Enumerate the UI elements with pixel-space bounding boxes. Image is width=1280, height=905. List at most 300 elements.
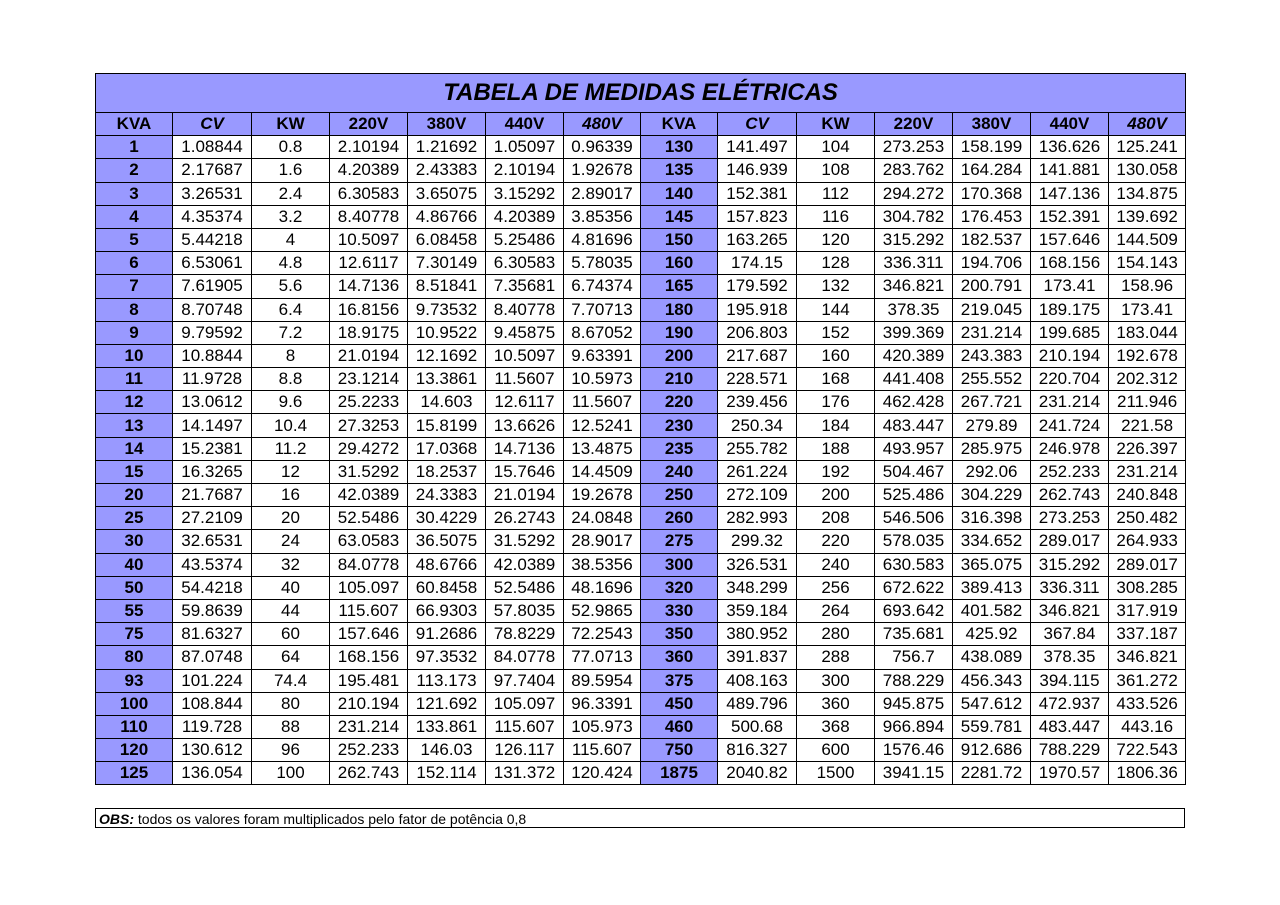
value-cell: 433.526 bbox=[1109, 692, 1186, 715]
value-cell: 240 bbox=[797, 553, 875, 576]
value-cell: 280 bbox=[797, 623, 875, 646]
value-cell: 200.791 bbox=[953, 275, 1031, 298]
table-row bbox=[96, 623, 1186, 646]
column-header: KVA bbox=[96, 113, 173, 136]
value-cell: 300 bbox=[797, 669, 875, 692]
value-cell: 12.5241 bbox=[564, 414, 641, 437]
value-cell: 256 bbox=[797, 576, 875, 599]
kva-cell: 1 bbox=[96, 136, 173, 159]
value-cell: 261.224 bbox=[718, 460, 797, 483]
value-cell: 6.30583 bbox=[486, 252, 564, 275]
value-cell: 304.782 bbox=[875, 205, 953, 228]
value-cell: 500.68 bbox=[718, 715, 797, 738]
kva-cell: 240 bbox=[641, 460, 718, 483]
column-header: KW bbox=[252, 113, 330, 136]
value-cell: 183.044 bbox=[1109, 321, 1186, 344]
table-row bbox=[96, 762, 1186, 785]
value-cell: 231.214 bbox=[1109, 460, 1186, 483]
value-cell: 146.03 bbox=[408, 739, 486, 762]
value-cell: 194.706 bbox=[953, 252, 1031, 275]
value-cell: 52.5486 bbox=[486, 576, 564, 599]
kva-cell: 320 bbox=[641, 576, 718, 599]
value-cell: 489.796 bbox=[718, 692, 797, 715]
value-cell: 346.821 bbox=[1109, 646, 1186, 669]
table-row bbox=[96, 507, 1186, 530]
value-cell: 188 bbox=[797, 437, 875, 460]
value-cell: 10.5097 bbox=[486, 344, 564, 367]
value-cell: 1.92678 bbox=[564, 159, 641, 182]
value-cell: 4.81696 bbox=[564, 228, 641, 251]
value-cell: 195.918 bbox=[718, 298, 797, 321]
kva-cell: 6 bbox=[96, 252, 173, 275]
table-row bbox=[96, 692, 1186, 715]
value-cell: 9.45875 bbox=[486, 321, 564, 344]
value-cell: 154.143 bbox=[1109, 252, 1186, 275]
value-cell: 208 bbox=[797, 507, 875, 530]
kva-cell: 235 bbox=[641, 437, 718, 460]
kva-cell: 9 bbox=[96, 321, 173, 344]
kva-cell: 10 bbox=[96, 344, 173, 367]
value-cell: 168.156 bbox=[330, 646, 408, 669]
value-cell: 243.383 bbox=[953, 344, 1031, 367]
value-cell: 136.626 bbox=[1031, 136, 1109, 159]
table-row bbox=[96, 576, 1186, 599]
value-cell: 116 bbox=[797, 205, 875, 228]
value-cell: 10.5973 bbox=[564, 368, 641, 391]
value-cell: 264 bbox=[797, 599, 875, 622]
value-cell: 96.3391 bbox=[564, 692, 641, 715]
value-cell: 2.4 bbox=[252, 182, 330, 205]
kva-cell: 220 bbox=[641, 391, 718, 414]
value-cell: 788.229 bbox=[875, 669, 953, 692]
kva-cell: 14 bbox=[96, 437, 173, 460]
value-cell: 217.687 bbox=[718, 344, 797, 367]
value-cell: 272.109 bbox=[718, 484, 797, 507]
value-cell: 12.1692 bbox=[408, 344, 486, 367]
value-cell: 28.9017 bbox=[564, 530, 641, 553]
value-cell: 157.646 bbox=[1031, 228, 1109, 251]
value-cell: 788.229 bbox=[1031, 739, 1109, 762]
value-cell: 40 bbox=[252, 576, 330, 599]
value-cell: 504.467 bbox=[875, 460, 953, 483]
value-cell: 14.7136 bbox=[330, 275, 408, 298]
value-cell: 97.7404 bbox=[486, 669, 564, 692]
value-cell: 128 bbox=[797, 252, 875, 275]
value-cell: 4.20389 bbox=[486, 205, 564, 228]
value-cell: 13.6626 bbox=[486, 414, 564, 437]
value-cell: 146.939 bbox=[718, 159, 797, 182]
kva-cell: 135 bbox=[641, 159, 718, 182]
value-cell: 425.92 bbox=[953, 623, 1031, 646]
value-cell: 0.8 bbox=[252, 136, 330, 159]
value-cell: 4.35374 bbox=[173, 205, 252, 228]
value-cell: 394.115 bbox=[1031, 669, 1109, 692]
value-cell: 147.136 bbox=[1031, 182, 1109, 205]
value-cell: 121.692 bbox=[408, 692, 486, 715]
value-cell: 134.875 bbox=[1109, 182, 1186, 205]
value-cell: 559.781 bbox=[953, 715, 1031, 738]
value-cell: 367.84 bbox=[1031, 623, 1109, 646]
value-cell: 279.89 bbox=[953, 414, 1031, 437]
value-cell: 250.482 bbox=[1109, 507, 1186, 530]
value-cell: 735.681 bbox=[875, 623, 953, 646]
kva-cell: 145 bbox=[641, 205, 718, 228]
value-cell: 176 bbox=[797, 391, 875, 414]
value-cell: 25.2233 bbox=[330, 391, 408, 414]
value-cell: 693.642 bbox=[875, 599, 953, 622]
value-cell: 115.607 bbox=[330, 599, 408, 622]
value-cell: 206.803 bbox=[718, 321, 797, 344]
kva-cell: 230 bbox=[641, 414, 718, 437]
value-cell: 101.224 bbox=[173, 669, 252, 692]
value-cell: 2.17687 bbox=[173, 159, 252, 182]
value-cell: 292.06 bbox=[953, 460, 1031, 483]
value-cell: 23.1214 bbox=[330, 368, 408, 391]
value-cell: 31.5292 bbox=[330, 460, 408, 483]
value-cell: 105.973 bbox=[564, 715, 641, 738]
value-cell: 219.045 bbox=[953, 298, 1031, 321]
value-cell: 267.721 bbox=[953, 391, 1031, 414]
value-cell: 3.15292 bbox=[486, 182, 564, 205]
kva-cell: 20 bbox=[96, 484, 173, 507]
value-cell: 288 bbox=[797, 646, 875, 669]
value-cell: 816.327 bbox=[718, 739, 797, 762]
value-cell: 346.821 bbox=[1031, 599, 1109, 622]
value-cell: 231.214 bbox=[953, 321, 1031, 344]
kva-cell: 8 bbox=[96, 298, 173, 321]
value-cell: 173.41 bbox=[1031, 275, 1109, 298]
table-row bbox=[96, 298, 1186, 321]
value-cell: 7.30149 bbox=[408, 252, 486, 275]
value-cell: 348.299 bbox=[718, 576, 797, 599]
value-cell: 157.823 bbox=[718, 205, 797, 228]
kva-cell: 110 bbox=[96, 715, 173, 738]
value-cell: 9.73532 bbox=[408, 298, 486, 321]
value-cell: 130.612 bbox=[173, 739, 252, 762]
value-cell: 246.978 bbox=[1031, 437, 1109, 460]
value-cell: 182.537 bbox=[953, 228, 1031, 251]
value-cell: 12.6117 bbox=[330, 252, 408, 275]
value-cell: 96 bbox=[252, 739, 330, 762]
value-cell: 54.4218 bbox=[173, 576, 252, 599]
value-cell: 493.957 bbox=[875, 437, 953, 460]
value-cell: 36.5075 bbox=[408, 530, 486, 553]
value-cell: 141.881 bbox=[1031, 159, 1109, 182]
kva-cell: 140 bbox=[641, 182, 718, 205]
value-cell: 13.4875 bbox=[564, 437, 641, 460]
value-cell: 32 bbox=[252, 553, 330, 576]
value-cell: 64 bbox=[252, 646, 330, 669]
value-cell: 1.6 bbox=[252, 159, 330, 182]
value-cell: 173.41 bbox=[1109, 298, 1186, 321]
value-cell: 672.622 bbox=[875, 576, 953, 599]
value-cell: 483.447 bbox=[1031, 715, 1109, 738]
title-row bbox=[96, 74, 1186, 113]
value-cell: 317.919 bbox=[1109, 599, 1186, 622]
kva-cell: 120 bbox=[96, 739, 173, 762]
value-cell: 1576.46 bbox=[875, 739, 953, 762]
value-cell: 163.265 bbox=[718, 228, 797, 251]
value-cell: 547.612 bbox=[953, 692, 1031, 715]
value-cell: 139.692 bbox=[1109, 205, 1186, 228]
value-cell: 176.453 bbox=[953, 205, 1031, 228]
table-row bbox=[96, 437, 1186, 460]
value-cell: 2040.82 bbox=[718, 762, 797, 785]
value-cell: 6.30583 bbox=[330, 182, 408, 205]
value-cell: 24.3383 bbox=[408, 484, 486, 507]
value-cell: 119.728 bbox=[173, 715, 252, 738]
value-cell: 144 bbox=[797, 298, 875, 321]
value-cell: 24 bbox=[252, 530, 330, 553]
value-cell: 264.933 bbox=[1109, 530, 1186, 553]
electrical-measures-table bbox=[95, 73, 1186, 785]
value-cell: 21.7687 bbox=[173, 484, 252, 507]
value-cell: 273.253 bbox=[875, 136, 953, 159]
value-cell: 152.391 bbox=[1031, 205, 1109, 228]
kva-cell: 180 bbox=[641, 298, 718, 321]
kva-cell: 450 bbox=[641, 692, 718, 715]
value-cell: 14.603 bbox=[408, 391, 486, 414]
value-cell: 168 bbox=[797, 368, 875, 391]
value-cell: 6.53061 bbox=[173, 252, 252, 275]
value-cell: 141.497 bbox=[718, 136, 797, 159]
value-cell: 168.156 bbox=[1031, 252, 1109, 275]
value-cell: 130.058 bbox=[1109, 159, 1186, 182]
value-cell: 5.78035 bbox=[564, 252, 641, 275]
value-cell: 11.5607 bbox=[564, 391, 641, 414]
value-cell: 63.0583 bbox=[330, 530, 408, 553]
column-header: 380V bbox=[953, 113, 1031, 136]
kva-cell: 375 bbox=[641, 669, 718, 692]
kva-cell: 7 bbox=[96, 275, 173, 298]
kva-cell: 300 bbox=[641, 553, 718, 576]
value-cell: 289.017 bbox=[1031, 530, 1109, 553]
kva-cell: 3 bbox=[96, 182, 173, 205]
value-cell: 10.9522 bbox=[408, 321, 486, 344]
value-cell: 240.848 bbox=[1109, 484, 1186, 507]
value-cell: 125.241 bbox=[1109, 136, 1186, 159]
table-row bbox=[96, 739, 1186, 762]
value-cell: 1.05097 bbox=[486, 136, 564, 159]
value-cell: 57.8035 bbox=[486, 599, 564, 622]
value-cell: 315.292 bbox=[1031, 553, 1109, 576]
value-cell: 228.571 bbox=[718, 368, 797, 391]
value-cell: 8.40778 bbox=[330, 205, 408, 228]
value-cell: 144.509 bbox=[1109, 228, 1186, 251]
value-cell: 2281.72 bbox=[953, 762, 1031, 785]
value-cell: 15.2381 bbox=[173, 437, 252, 460]
value-cell: 42.0389 bbox=[330, 484, 408, 507]
value-cell: 600 bbox=[797, 739, 875, 762]
value-cell: 179.592 bbox=[718, 275, 797, 298]
value-cell: 9.79592 bbox=[173, 321, 252, 344]
value-cell: 16 bbox=[252, 484, 330, 507]
value-cell: 16.3265 bbox=[173, 460, 252, 483]
value-cell: 3941.15 bbox=[875, 762, 953, 785]
kva-cell: 750 bbox=[641, 739, 718, 762]
value-cell: 8.40778 bbox=[486, 298, 564, 321]
value-cell: 3.85356 bbox=[564, 205, 641, 228]
value-cell: 360 bbox=[797, 692, 875, 715]
value-cell: 8 bbox=[252, 344, 330, 367]
value-cell: 17.0368 bbox=[408, 437, 486, 460]
value-cell: 399.369 bbox=[875, 321, 953, 344]
table-row bbox=[96, 669, 1186, 692]
value-cell: 78.8229 bbox=[486, 623, 564, 646]
value-cell: 231.214 bbox=[1031, 391, 1109, 414]
value-cell: 26.2743 bbox=[486, 507, 564, 530]
value-cell: 250.34 bbox=[718, 414, 797, 437]
kva-cell: 250 bbox=[641, 484, 718, 507]
value-cell: 7.70713 bbox=[564, 298, 641, 321]
table-row bbox=[96, 275, 1186, 298]
table-row bbox=[96, 228, 1186, 251]
table-row bbox=[96, 484, 1186, 507]
value-cell: 5.44218 bbox=[173, 228, 252, 251]
value-cell: 262.743 bbox=[330, 762, 408, 785]
value-cell: 152 bbox=[797, 321, 875, 344]
table-row bbox=[96, 344, 1186, 367]
value-cell: 115.607 bbox=[486, 715, 564, 738]
table-row bbox=[96, 205, 1186, 228]
value-cell: 16.8156 bbox=[330, 298, 408, 321]
value-cell: 20 bbox=[252, 507, 330, 530]
column-header: KW bbox=[797, 113, 875, 136]
value-cell: 7.35681 bbox=[486, 275, 564, 298]
value-cell: 164.284 bbox=[953, 159, 1031, 182]
value-cell: 3.65075 bbox=[408, 182, 486, 205]
value-cell: 2.89017 bbox=[564, 182, 641, 205]
column-header: CV bbox=[173, 113, 252, 136]
value-cell: 7.61905 bbox=[173, 275, 252, 298]
value-cell: 10.4 bbox=[252, 414, 330, 437]
table-row bbox=[96, 252, 1186, 275]
observation-label: OBS: bbox=[99, 811, 134, 827]
value-cell: 546.506 bbox=[875, 507, 953, 530]
value-cell: 48.1696 bbox=[564, 576, 641, 599]
value-cell: 38.5356 bbox=[564, 553, 641, 576]
value-cell: 441.408 bbox=[875, 368, 953, 391]
value-cell: 43.5374 bbox=[173, 553, 252, 576]
value-cell: 157.646 bbox=[330, 623, 408, 646]
value-cell: 220 bbox=[797, 530, 875, 553]
value-cell: 273.253 bbox=[1031, 507, 1109, 530]
value-cell: 11.2 bbox=[252, 437, 330, 460]
value-cell: 48.6766 bbox=[408, 553, 486, 576]
value-cell: 132 bbox=[797, 275, 875, 298]
value-cell: 226.397 bbox=[1109, 437, 1186, 460]
value-cell: 380.952 bbox=[718, 623, 797, 646]
value-cell: 80 bbox=[252, 692, 330, 715]
value-cell: 408.163 bbox=[718, 669, 797, 692]
value-cell: 31.5292 bbox=[486, 530, 564, 553]
value-cell: 9.63391 bbox=[564, 344, 641, 367]
kva-cell: 200 bbox=[641, 344, 718, 367]
table-body bbox=[96, 136, 1186, 785]
value-cell: 10.8844 bbox=[173, 344, 252, 367]
value-cell: 120.424 bbox=[564, 762, 641, 785]
value-cell: 9.6 bbox=[252, 391, 330, 414]
value-cell: 361.272 bbox=[1109, 669, 1186, 692]
value-cell: 195.481 bbox=[330, 669, 408, 692]
value-cell: 334.652 bbox=[953, 530, 1031, 553]
value-cell: 200 bbox=[797, 484, 875, 507]
value-cell: 8.8 bbox=[252, 368, 330, 391]
value-cell: 525.486 bbox=[875, 484, 953, 507]
value-cell: 2.10194 bbox=[330, 136, 408, 159]
value-cell: 52.5486 bbox=[330, 507, 408, 530]
value-cell: 2.43383 bbox=[408, 159, 486, 182]
value-cell: 30.4229 bbox=[408, 507, 486, 530]
kva-cell: 13 bbox=[96, 414, 173, 437]
value-cell: 252.233 bbox=[1031, 460, 1109, 483]
value-cell: 299.32 bbox=[718, 530, 797, 553]
kva-cell: 93 bbox=[96, 669, 173, 692]
column-header: 440V bbox=[1031, 113, 1109, 136]
value-cell: 337.187 bbox=[1109, 623, 1186, 646]
kva-cell: 2 bbox=[96, 159, 173, 182]
kva-cell: 125 bbox=[96, 762, 173, 785]
value-cell: 8.67052 bbox=[564, 321, 641, 344]
kva-cell: 5 bbox=[96, 228, 173, 251]
value-cell: 133.861 bbox=[408, 715, 486, 738]
value-cell: 84.0778 bbox=[486, 646, 564, 669]
value-cell: 13.0612 bbox=[173, 391, 252, 414]
value-cell: 756.7 bbox=[875, 646, 953, 669]
table-row bbox=[96, 530, 1186, 553]
value-cell: 8.51841 bbox=[408, 275, 486, 298]
value-cell: 27.3253 bbox=[330, 414, 408, 437]
value-cell: 443.16 bbox=[1109, 715, 1186, 738]
value-cell: 120 bbox=[797, 228, 875, 251]
column-header: 380V bbox=[408, 113, 486, 136]
column-header: CV bbox=[718, 113, 797, 136]
table-row bbox=[96, 321, 1186, 344]
value-cell: 391.837 bbox=[718, 646, 797, 669]
value-cell: 283.762 bbox=[875, 159, 953, 182]
value-cell: 462.428 bbox=[875, 391, 953, 414]
value-cell: 32.6531 bbox=[173, 530, 252, 553]
column-header: 440V bbox=[486, 113, 564, 136]
value-cell: 966.894 bbox=[875, 715, 953, 738]
value-cell: 220.704 bbox=[1031, 368, 1109, 391]
value-cell: 6.4 bbox=[252, 298, 330, 321]
value-cell: 105.097 bbox=[330, 576, 408, 599]
value-cell: 401.582 bbox=[953, 599, 1031, 622]
value-cell: 27.2109 bbox=[173, 507, 252, 530]
value-cell: 112 bbox=[797, 182, 875, 205]
value-cell: 152.114 bbox=[408, 762, 486, 785]
value-cell: 24.0848 bbox=[564, 507, 641, 530]
value-cell: 88 bbox=[252, 715, 330, 738]
value-cell: 174.15 bbox=[718, 252, 797, 275]
value-cell: 316.398 bbox=[953, 507, 1031, 530]
value-cell: 285.975 bbox=[953, 437, 1031, 460]
value-cell: 210.194 bbox=[1031, 344, 1109, 367]
value-cell: 304.229 bbox=[953, 484, 1031, 507]
kva-cell: 260 bbox=[641, 507, 718, 530]
value-cell: 126.117 bbox=[486, 739, 564, 762]
value-cell: 59.8639 bbox=[173, 599, 252, 622]
value-cell: 18.9175 bbox=[330, 321, 408, 344]
column-header: KVA bbox=[641, 113, 718, 136]
kva-cell: 30 bbox=[96, 530, 173, 553]
value-cell: 11.9728 bbox=[173, 368, 252, 391]
value-cell: 336.311 bbox=[1031, 576, 1109, 599]
value-cell: 378.35 bbox=[875, 298, 953, 321]
value-cell: 160 bbox=[797, 344, 875, 367]
value-cell: 255.782 bbox=[718, 437, 797, 460]
